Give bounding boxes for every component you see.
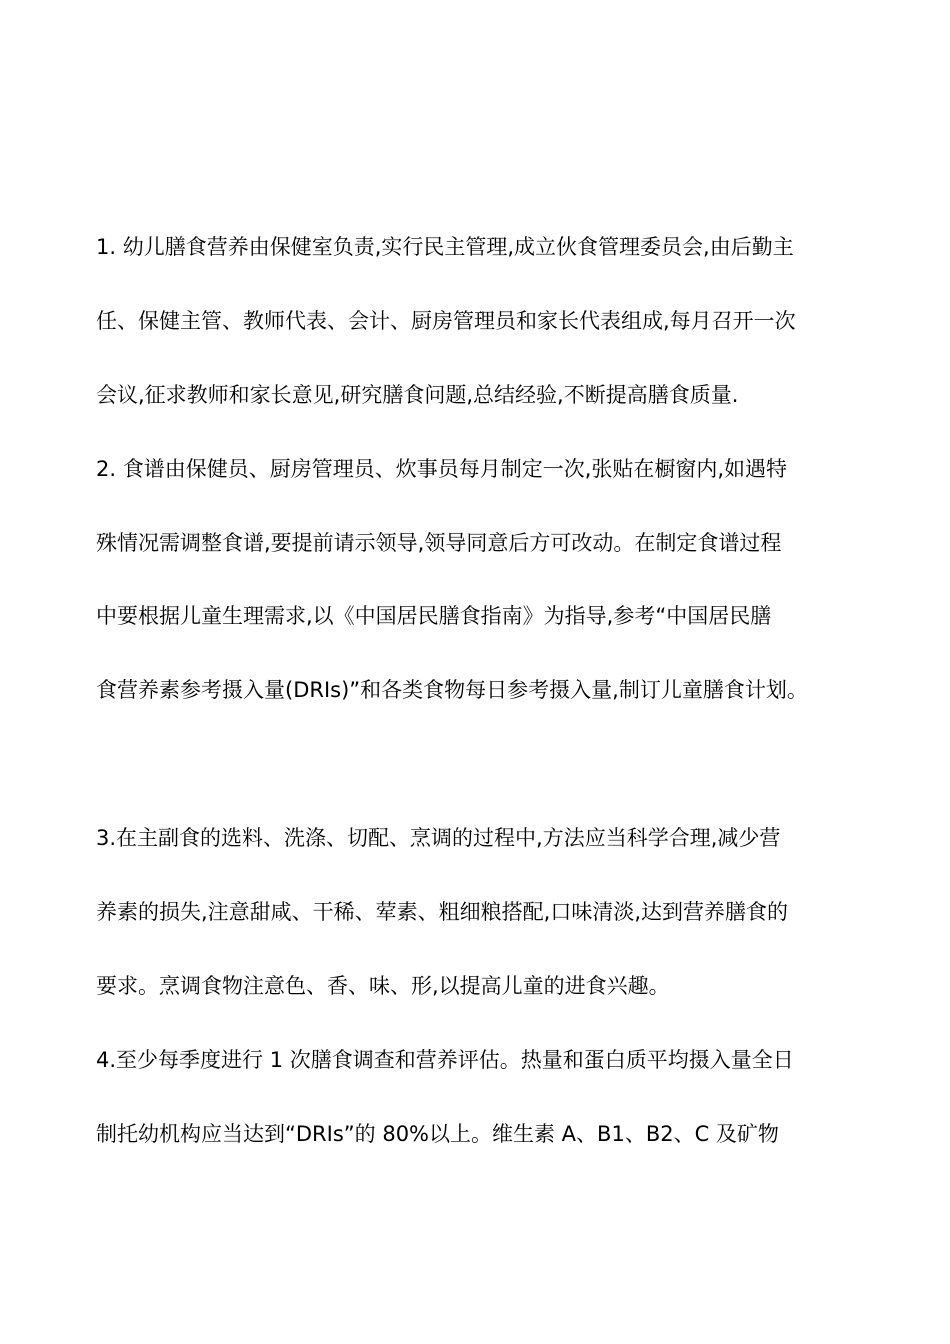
- item-4-line-2: 制托幼机构应当达到“DRIs”的 80%以上。维生素 A、B1、B2、C 及矿物: [96, 1122, 779, 1146]
- item-2-line-2: 殊情况需调整食谱,要提前请示领导,领导同意后方可改动。在制定食谱过程: [96, 531, 782, 555]
- item-3-line-2: 养素的损失,注意甜咸、干稀、荤素、粗细粮搭配,口味清淡,达到营养膳食的: [96, 900, 789, 924]
- item-2-line-3: 中要根据儿童生理需求,以《中国居民膳食指南》为指导,参考“中国居民膳: [96, 604, 772, 628]
- item-1-line-1: 1. 幼儿膳食营养由保健室负责,实行民主管理,成立伙食管理委员会,由后勤主: [96, 235, 794, 259]
- item-1-line-2: 任、保健主管、教师代表、会计、厨房管理员和家长代表组成,每月召开一次: [96, 309, 796, 333]
- item-4-line-1: 4.至少每季度进行 1 次膳食调查和营养评估。热量和蛋白质平均摄入量全日: [96, 1048, 794, 1072]
- item-3-line-3: 要求。烹调食物注意色、香、味、形,以提高儿童的进食兴趣。: [96, 974, 670, 998]
- item-3-line-1: 3.在主副食的选料、洗涤、切配、烹调的过程中,方法应当科学合理,减少营: [96, 826, 781, 850]
- item-1-line-3: 会议,征求教师和家长意见,研究膳食问题,总结经验,不断提高膳食质量.: [96, 383, 739, 407]
- item-2-line-4: 食营养素参考摄入量(DRIs)”和各类食物每日参考摄入量,制订儿童膳食计划。: [96, 678, 808, 702]
- item-2-line-1: 2. 食谱由保健员、厨房管理员、炊事员每月制定一次,张贴在橱窗内,如遇特: [96, 457, 788, 481]
